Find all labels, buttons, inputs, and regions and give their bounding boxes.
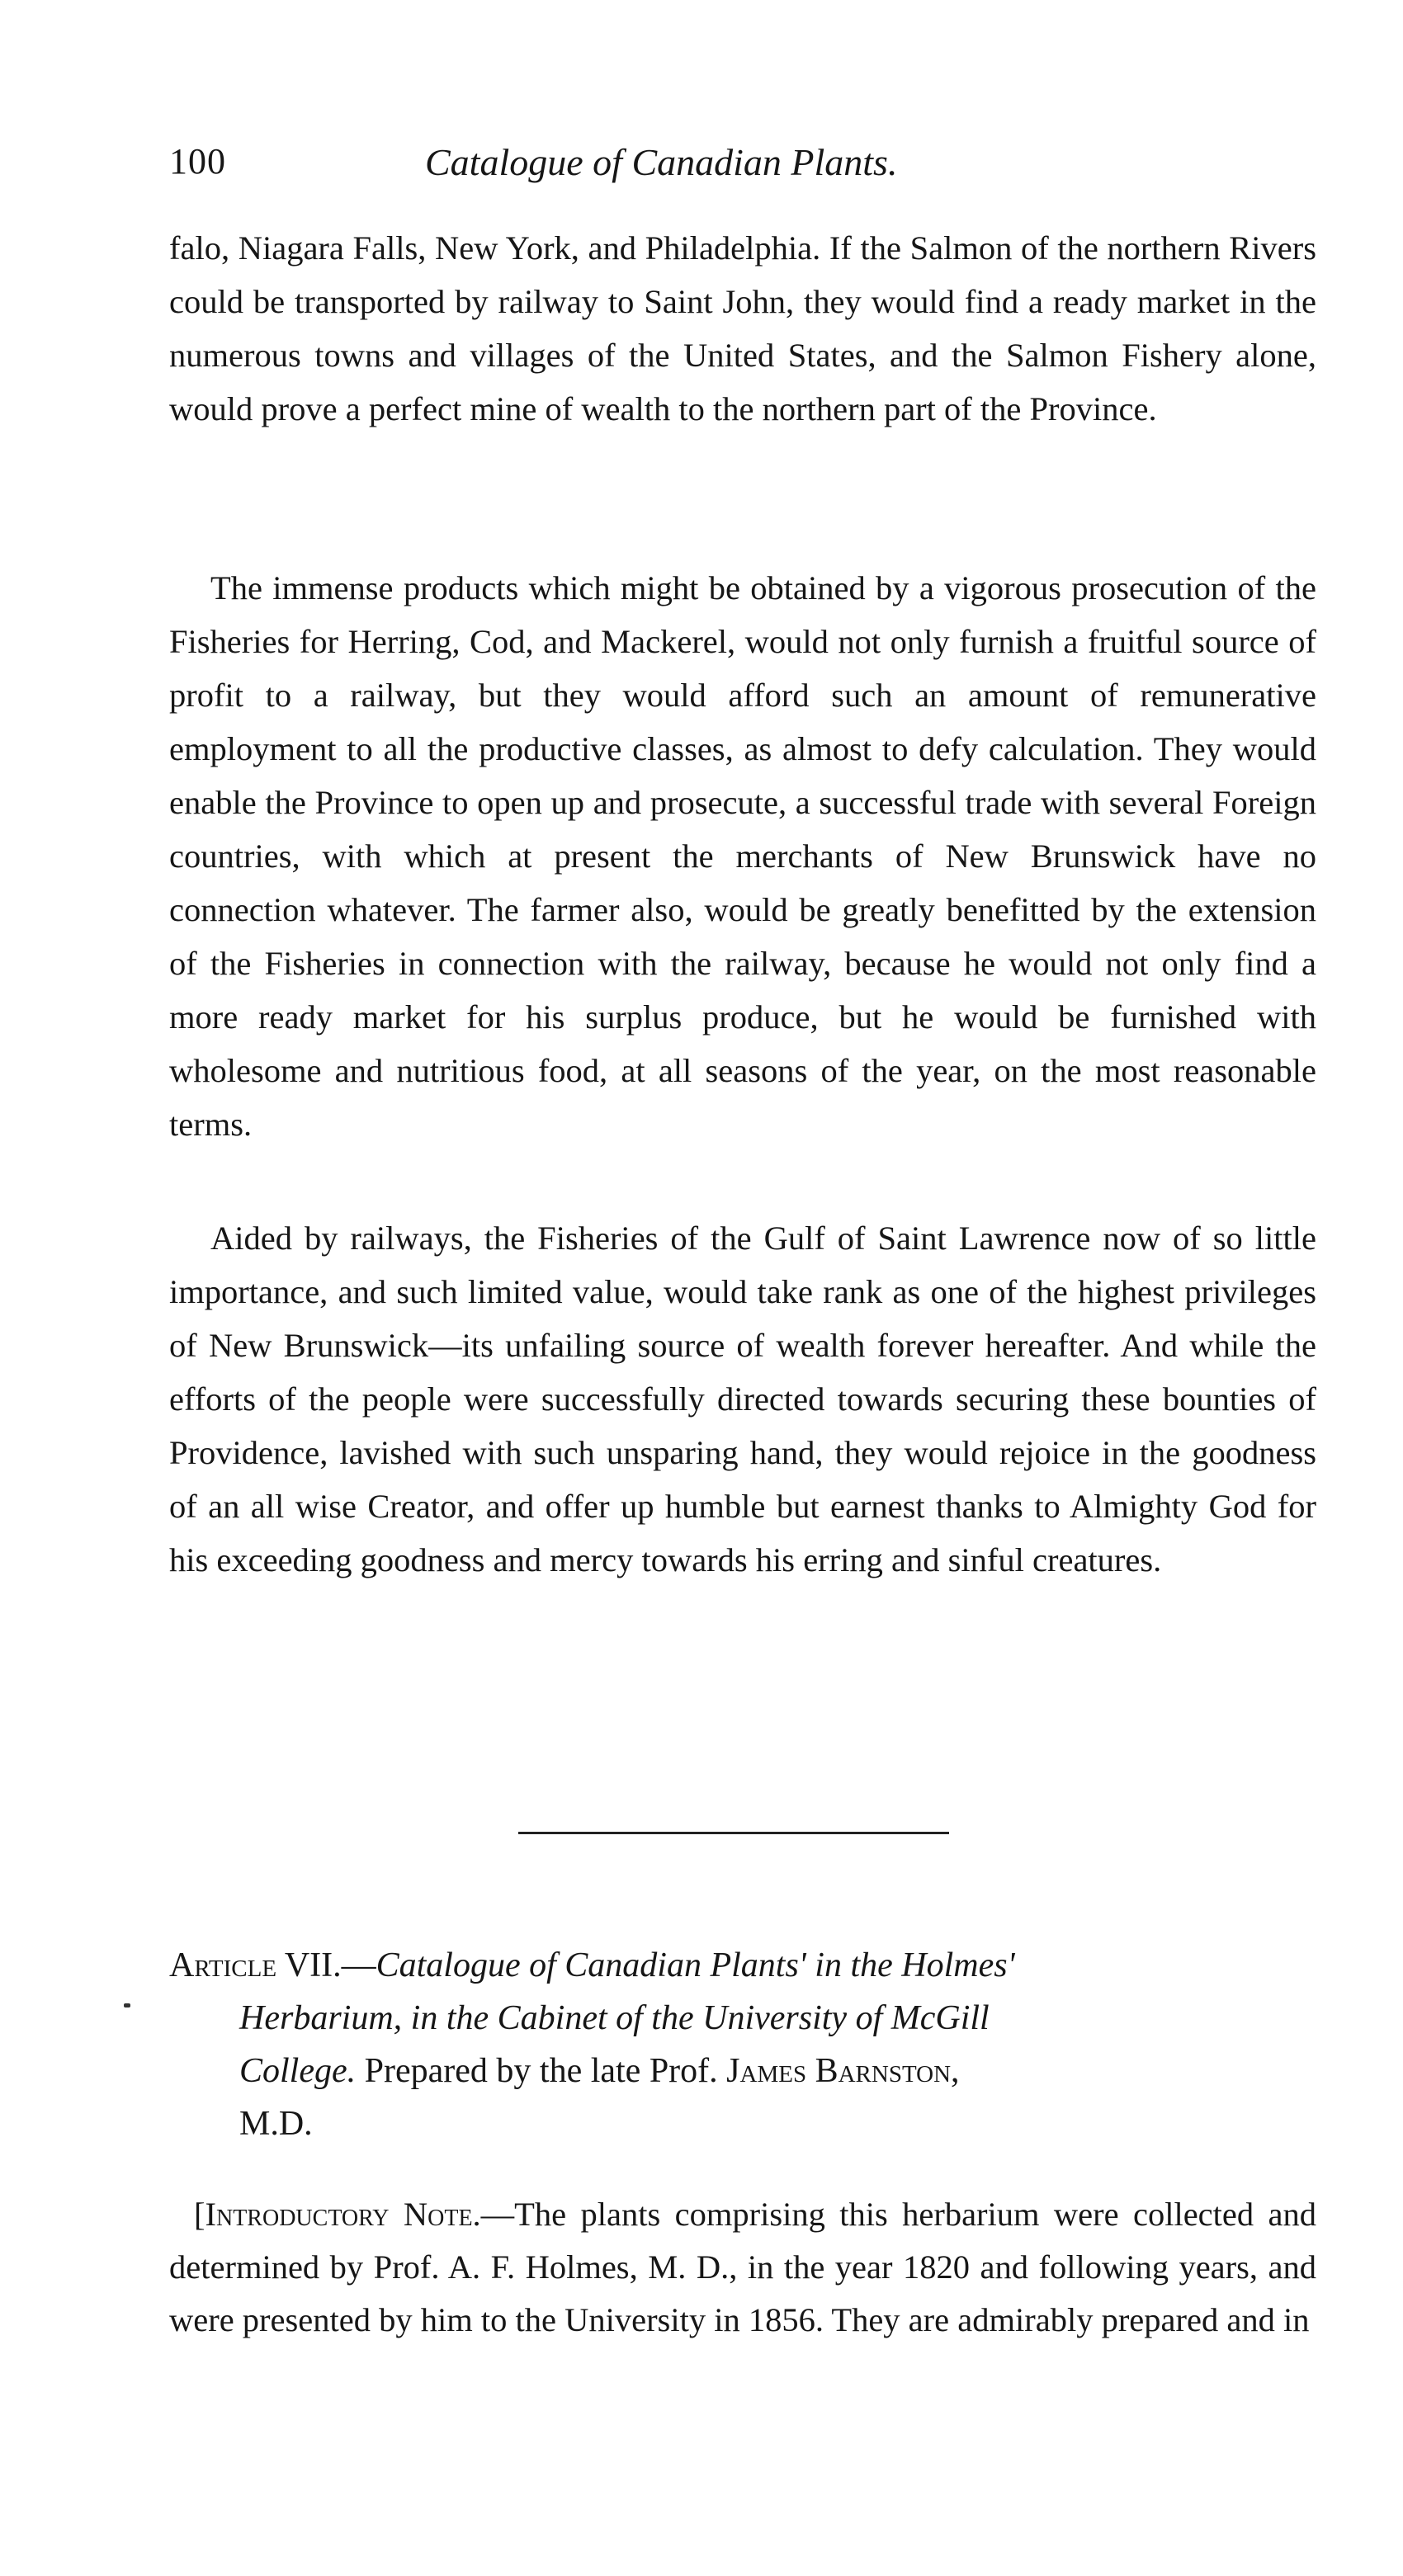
article-label: Article VII. (169, 1946, 342, 1984)
paragraph-1-block (169, 221, 1316, 436)
running-head (169, 140, 1316, 198)
article-title-line-1: Catalogue of Canadian Plants' in the Holmes' (376, 1946, 1015, 1984)
paragraph-2-block (169, 561, 1316, 1151)
intro-bracket: [ (194, 2196, 205, 2233)
paragraph-1: falo, Niagara Falls, New York, and Philadelphia. If the Salmon of the northern Rivers could be transported by railway to Saint John, they would find a ready market in the numerous towns and villages of the United States, and the Salmon Fishery alone, would prove a perfect mine of wealth to the northern part of the Province. (169, 229, 1316, 427)
article-title-line-2: Herbarium, in the Cabinet of the University of McGill (239, 1999, 990, 2037)
running-title: Catalogue of Canadian Plants. (425, 141, 898, 183)
article-dash: — (341, 1946, 376, 1984)
article-degree: M.D. (239, 2105, 313, 2143)
article-title-line-3-italic: College. (239, 2052, 357, 2090)
section-divider-rule (518, 1832, 949, 1834)
margin-mark (124, 2003, 130, 2007)
intro-label: Introductory Note. (205, 2196, 481, 2233)
introductory-note (169, 2188, 1316, 2347)
article-heading-line-1 (169, 1939, 1316, 1992)
article-author: James Barnston, (726, 2052, 960, 2090)
article-heading-line-3 (169, 2045, 1316, 2097)
page-number: 100 (169, 141, 226, 182)
paragraph-3: Aided by railways, the Fisheries of the Gulf of Saint Lawrence now of so little importance, and such limited value, would take rank as one of the highest privileges of New Brunswick—its unfailing source of wealth forever hereafter. And while the efforts of the people were successfully directed towards securing these bounties of Providence, lavished with such unsparing hand, they would rejoice in the goodness of an all wise Creator, and offer up humble but earnest thanks to Almighty God for his exceeding goodness and mercy towards his erring and sinful creatures. (169, 1220, 1316, 1578)
paragraph-2: The immense products which might be obtained by a vigorous prosecution of the Fisheries for Herring, Cod, and Mackerel, would not only furnish a fruitful source of profit to a railway, but they would afford such an amount of remunerative employment to all the productive classes, as almost to defy calculation. They would enable the Province to open up and prosecute, a successful trade with several Foreign countries, with which at present the merchants of New Brunswick have no connection whatever. The farmer also, would be greatly benefitted by the extension of the Fisheries in connection with the railway, because he would not only find a more ready market for his surplus produce, but he would be furnished with wholesome and nutritious food, at all seasons of the year, on the most reasonable terms. (169, 569, 1316, 1143)
paragraph-3-block (169, 1211, 1316, 1587)
article-heading (169, 1939, 1316, 2150)
intro-text: —The plants comprising this herbarium were collected and determined by Prof. A. F. Holmes, M. D., in the year 1820 and following years, and were presented by him to the University in 1856. They are admirably prepared and in (169, 2196, 1316, 2338)
article-title-line-3-rest: Prepared by the late Prof. (356, 2052, 727, 2090)
introductory-note-paragraph (169, 2188, 1316, 2347)
